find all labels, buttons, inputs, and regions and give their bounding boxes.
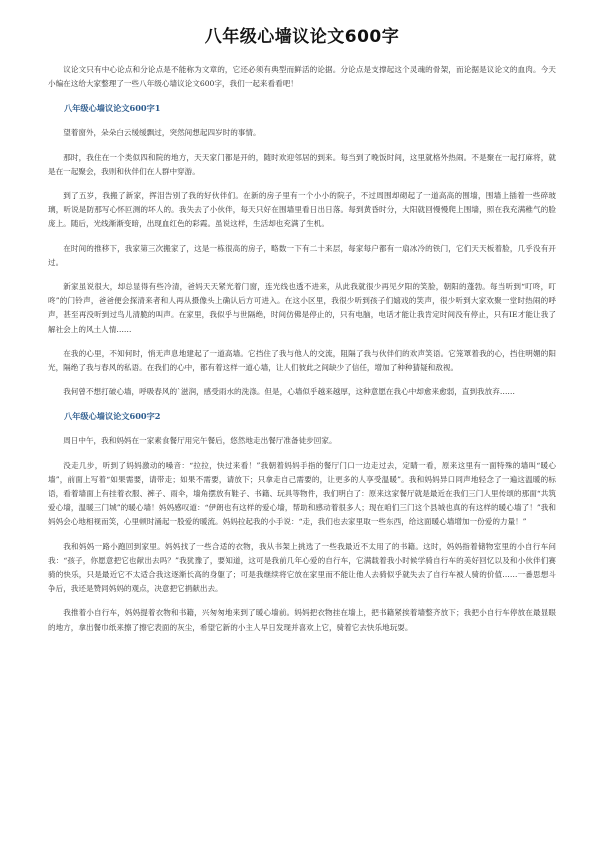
essay1-paragraph: 新家虽说很大，却总显得有些冷清，爸妈天天紧光着门窗，连光线也透不进来，从此我就很少再见夕阳的笑脸，朝阳的蓬勃。每当听到“叮咚，叮咚”的门铃声，爸爸便会探清来者和人再从摄像头上确认后方可进入。在这小区里，我很少听到孩子们嬉戏的笑声，很少听到大家欢聚一堂时热闹的呼声，甚至再没听到过鸟儿清脆的叫声。在家里，我似乎与世隔绝，时间仿佛是停止的，只有电脑，电话才能让我肯定时间没有停止，只有IE才能让我了解社会上的风土人情…… — [48, 282, 556, 334]
essay1-paragraph: 在我的心里，不知何时，悄无声息地建起了一道高墙。它挡住了我与他人的交流，阻隔了我与伙伴们的欢声笑语。它笼罩着我的心，挡住明媚的阳光，隔绝了我与春风的私语。在我们的心中，都有着这样一道心墙，让人们彼此之间缺少了信任，增加了种种猜疑和敌视。 — [48, 348, 556, 373]
essay1-heading: 八年级心墙议论文600字1 — [64, 103, 161, 114]
essay1-paragraph: 在时间的推移下，我家第三次搬家了，这是一栋很高的房子，略数一下有二十来层，每家每户都有一扇冰冷的铁门，它们天天板着脸，几乎没有开过。 — [48, 243, 556, 267]
essay2-paragraph: 我推着小自行车，妈妈提着衣物和书籍，兴匆匆地来到了暖心墙前。妈妈把衣物挂在墙上，把书籍紧挨着墙整齐放下；我把小自行车停放在最显眼的地方，拿出餐巾纸来擦了擦它表面的灰尘，希望它新的小主人早日发现并喜欢上它，骑着它去快乐地玩耍。 — [48, 608, 556, 632]
essay2-paragraph: 周日中午，我和妈妈在一家素食餐厅用完午餐后，悠然地走出餐厅准备徒步回家。 — [63, 436, 337, 446]
essay2-paragraph: 没走几步，听到了妈妈激动的嗓音：“拉拉，快过来看！”我朝着妈妈手指的餐厅门口一边走过去，定睛一看，原来这里有一面特殊的墙叫“暖心墙”，前面上写着“如果需要，请带走；如果不需要，请放下；只拿走自己需要的，让更多的人享受温暖”。我和妈妈异口同声地轻念了一遍这温暖的标语，看着墙面上有挂着衣服、裤子、雨伞，墙角摆放有鞋子、书籍、玩具等物件，我们明白了：原来这家餐厅就是最近在我们三门人里传颂的那面“共筑爱心墙，温暖三门城”的暖心墙！妈妈感叹道：“伊朗也有这样的爱心墙，帮助和感动着很多人；现在咱们三门这个县城也真的有这样的暖心墙了！”我和妈妈会心地相视而笑，心里顿时涌起一股爱的暖流。妈妈拉起我的小手说：“走，我们也去家里取一些东西，给这面暖心墙增加一份爱的力量！” — [48, 460, 556, 527]
essay1-paragraph: 望着窗外，朵朵白云缓缓飘过，突然间想起四岁时的事情。 — [63, 128, 261, 138]
essay1-paragraph: 到了五岁，我搬了新家，挥泪告别了我的好伙伴们。在新的房子里有一个小小的院子，不过周围却砌起了一道高高的围墙，围墙上插着一些碎玻璃，听说是防那写心怀叵测的坏人的。我失去了小伙伴，每天只好在围墙里看日出日落。每到黄昏时分，大阳就回慢慢爬上围墙，照在我充满稚气的脸庞上。随后，光线渐渐变暗，出现血红色的彩霞。虽说这样，生活却也充满了生机。 — [48, 191, 556, 229]
essay1-paragraph: 那时，我住在一个类似四和院的地方，天天家门都是开的，随时欢迎邻居的到来。每当到了晚饭时间，这里就格外热闹。不是聚在一起打麻将，就是在一起聚会，我则和伙伴们在人群中穿游。 — [48, 152, 556, 176]
intro-paragraph: 议论文只有中心论点和分论点是不能称为文章的，它还必须有典型而鲜活的论据。分论点是支撑起这个灵魂的骨架，而论据是议论文的血肉。今天小编在这给大家整理了一些八年级心墙议论文600字，我们一起来看看吧！ — [48, 65, 556, 89]
page-title: 八年级心墙议论文600字 — [204, 27, 400, 47]
essay2-paragraph: 我和妈妈一路小跑回到家里。妈妈找了一些合适的衣物，我从书架上挑选了一些我最近不太用了的书籍。这时，妈妈指着储物室里的小自行车问我：“孩子，你愿意把它也献出去吗？”我犹豫了，要知道，这可是我前几年心爱的自行车，它满载着我小时候学骑自行车的美好回忆以及和小伙伴们赛骑的快乐，只是最近它不太适合我这逐渐长高的身躯了；可是我继续将它放在家里而不能让他人去骑似乎就失去了自行车被人骑的价值……一番思想斗争后，我还是赞同妈妈的观点，决意把它捐献出去。 — [48, 541, 556, 594]
essay2-heading: 八年级心墙议论文600字2 — [64, 411, 161, 422]
essay1-paragraph: 我何曾不想打破心墙，呼吸春风的`滋润，感受雨水的洗涤。但是，心墙似乎越来越厚，这种意愿在我心中却愈来愈弱，直到我放弃…… — [63, 387, 516, 397]
